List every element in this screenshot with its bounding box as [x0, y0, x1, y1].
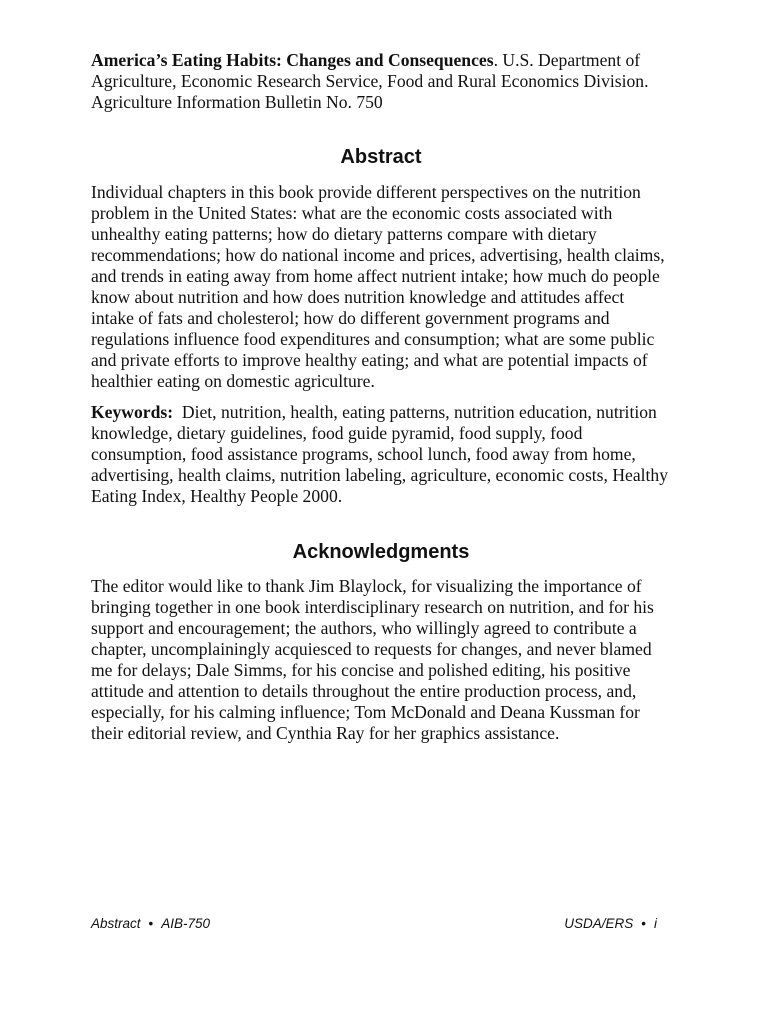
citation	[91, 50, 671, 113]
footer-bullet: •	[641, 916, 646, 931]
citation-title: America’s Eating Habits: Changes and Consequences	[91, 50, 494, 70]
document-page	[91, 50, 671, 744]
footer-left	[91, 916, 210, 931]
citation-details: . U.S. Department of Agriculture, Economic Research Service, Food and Rural Economics Division. Agriculture Information Bulletin No. 750	[91, 50, 649, 112]
page-number: i	[654, 916, 657, 931]
abstract-body: Individual chapters in this book provide different perspectives on the nutrition problem in the United States: what are the economic costs associated with unhealthy eating patterns; how do dietary patterns compare with dietary recommendations; how do national income and prices, advertising, health claims, and trends in eating away from home affect nutrient intake; how much do people know about nutrition and how does nutrition knowledge and attitudes affect intake of fats and cholesterol; how do different government programs and regulations influence food expenditures and consumption; what are some public and private efforts to improve healthy eating; and what are potential impacts of healthier eating on domestic agriculture.	[91, 182, 665, 391]
abstract-heading: Abstract	[340, 146, 422, 168]
keywords-label: Keywords:	[91, 402, 174, 422]
footer-right	[564, 916, 657, 931]
acknowledgments-heading: Acknowledgments	[292, 541, 470, 563]
keywords-list: Diet, nutrition, health, eating patterns, nutrition education, nutrition knowledge, dietary guidelines, food guide pyramid, food supply, food consumption, food assistance programs, school lunch, food away from home, advertising, health claims, nutrition labeling, agriculture, economic costs, Healthy Eating Index, Healthy People 2000.	[91, 402, 669, 506]
page-footer	[91, 916, 657, 931]
keywords-paragraph	[91, 402, 671, 507]
footer-bullet: •	[148, 916, 154, 931]
footer-section: Abstract	[91, 916, 141, 931]
acknowledgments-body: The editor would like to thank Jim Blaylock, for visualizing the importance of bringing together in one book interdisciplinary research on nutrition, and for his support and encouragement; the authors, who willingly agreed to contribute a chapter, uncomplainingly acquiesced to requests for changes, and never blamed me for delays; Dale Simms, for his concise and polished editing, his positive attitude and attention to details throughout the entire production process, and, especially, for his calming influence; Tom McDonald and Deana Kussman for their editorial review, and Cynthia Ray for her graphics assistance.	[91, 576, 654, 743]
footer-agency: USDA/ERS	[564, 916, 634, 931]
footer-bulletin: AIB-750	[161, 916, 211, 931]
